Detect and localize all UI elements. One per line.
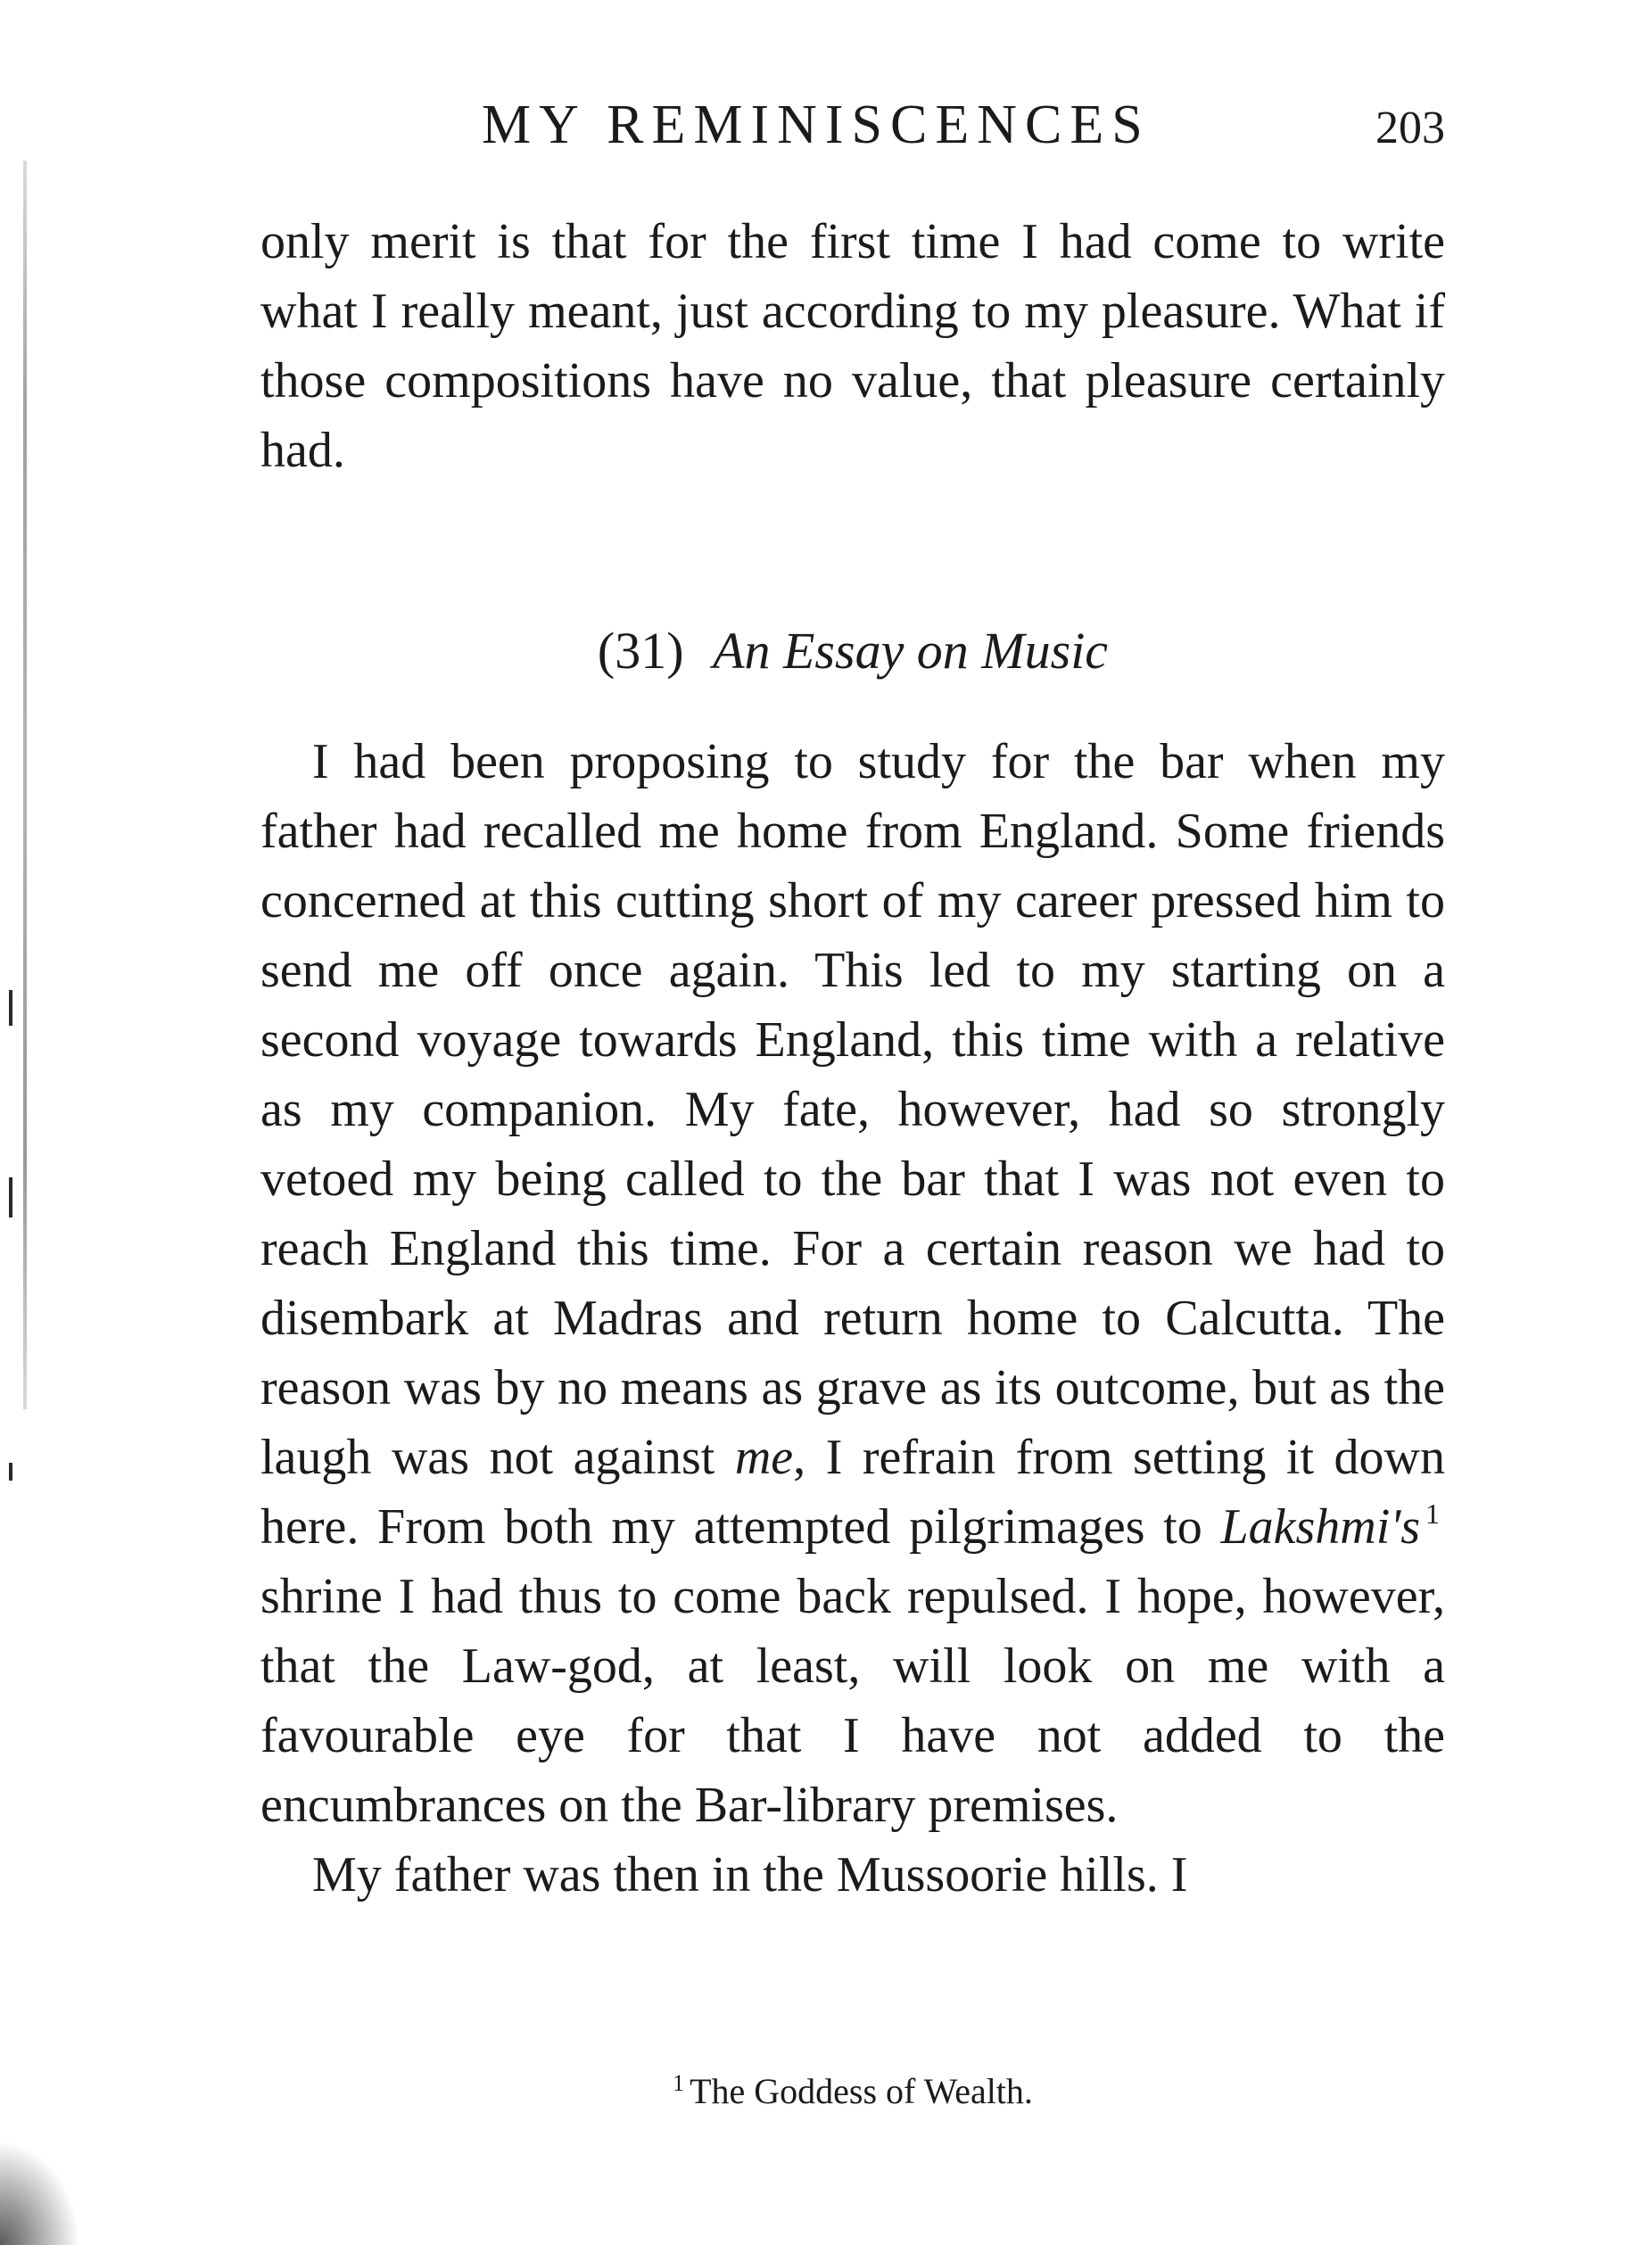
running-head — [259, 85, 1445, 165]
footnote-reference: 1 — [1425, 1498, 1441, 1530]
footnote-mark: 1 — [673, 2070, 685, 2096]
body-paragraph-1 — [260, 727, 1445, 1840]
footnote — [260, 2065, 1445, 2118]
scan-binding-edge — [0, 0, 30, 2245]
binding-mark — [9, 1177, 12, 1217]
chapter-body — [260, 727, 1445, 1910]
scan-corner-shadow — [0, 2141, 80, 2245]
footnote-text: The Goddess of Wealth. — [690, 2071, 1033, 2111]
page-number: 203 — [1375, 103, 1445, 153]
chapter-title: An Essay on Music — [713, 622, 1109, 680]
body-paragraph-2: My father was then in the Mussoorie hills. I — [312, 1847, 1188, 1902]
running-title: MY REMINISCENCES — [482, 95, 1151, 155]
binding-mark — [9, 990, 12, 1026]
binding-mark — [9, 1463, 12, 1481]
continued-paragraph: only merit is that for the first time I had come to write what I really meant, just according to my pleasure. What if those compositions have no value, that pleasure certainly had. — [260, 214, 1445, 478]
chapter-number: (31) — [597, 622, 684, 680]
continued-text-block — [260, 207, 1445, 485]
paragraph-text: shrine I had thus to come back repulsed. I hope, however, that the Law-god, at least, will look on me with a favourable eye for that I have not added to the encumbrances on the Bar-library premises. — [260, 1569, 1445, 1833]
chapter-heading — [260, 611, 1445, 691]
italic-me: me — [734, 1430, 794, 1485]
italic-lakshmi: Lakshmi's — [1220, 1499, 1421, 1555]
binding-shadow-line — [23, 161, 27, 1409]
paragraph-text: , I refrain from setting it down here. From both my attempted pilgrimages to — [260, 1430, 1446, 1555]
paragraph-text: I had been proposing to study for the bar when my father had recalled me home from England. Some friends concerned at this cutting short of my career pressed him to send me off once again. This led to my starting on a second voyage towards England, this time with a relative as my companion. My fate, however, had so strongly vetoed my being called to the bar that I was not even to reach England this time. For a certain reason we had to disembark at Madras and return home to Calcutta. The reason was by no means as grave as its outcome, but as the laugh was not against — [260, 734, 1445, 1485]
